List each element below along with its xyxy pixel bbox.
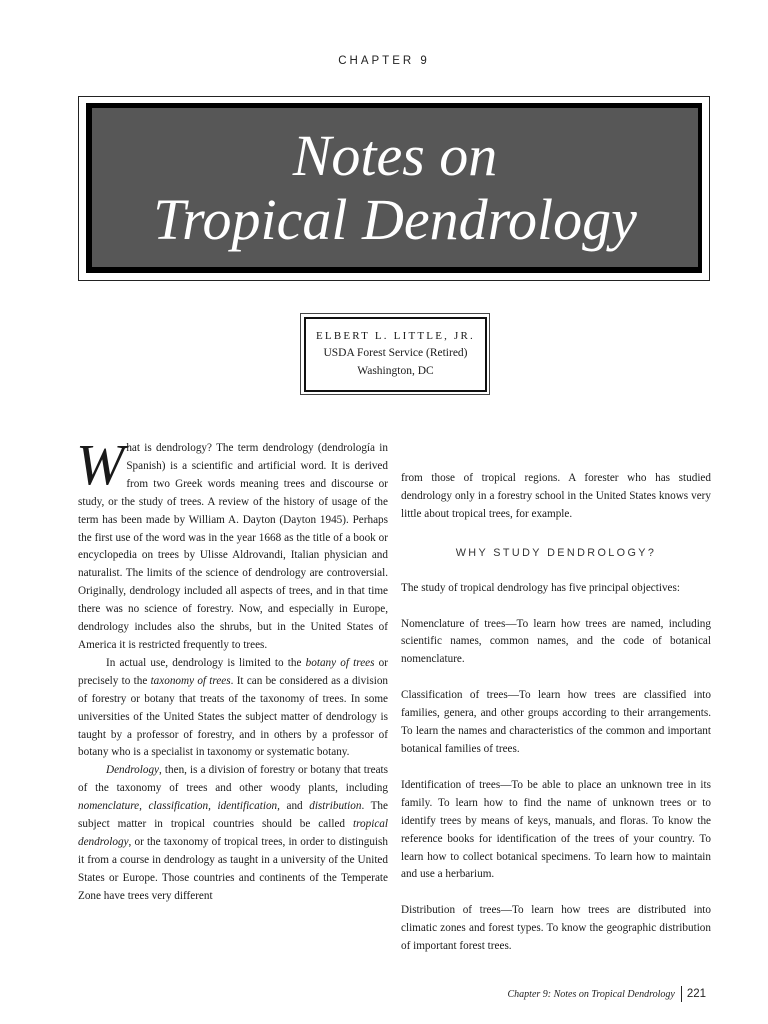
author-affiliation: USDA Forest Service (Retired): [323, 347, 468, 359]
text-run: and: [279, 800, 310, 813]
author-box: [304, 317, 487, 392]
author-name: ELBERT L. LITTLE, JR.: [316, 330, 475, 342]
running-title: Chapter 9: Notes on Tropical Dendrology: [507, 988, 675, 1000]
right-column: [401, 470, 711, 956]
text-run: In actual use, dendrology is limited to the: [106, 656, 306, 669]
title-line-1: Notes on: [292, 122, 498, 188]
emphasis-dendrology: Dendrology: [106, 764, 160, 777]
footer-divider: [681, 986, 682, 1002]
emphasis-botany: botany of trees: [305, 656, 375, 669]
text-run: , or the taxonomy of tropical trees, in order to distinguish it from a course in dendrology as taught in a university of the United States or Europe. Those countries and continents of the Temperate Zone have trees very different: [78, 835, 388, 902]
objective-distribution: Distribution of trees—To learn how trees are distributed into climatic zones and forest types. To know the geographic distribution of important forest trees.: [401, 904, 711, 953]
section-heading: WHY STUDY DENDROLOGY?: [455, 546, 657, 559]
emphasis-topics: nomenclature, classification, identification,: [78, 800, 280, 813]
author-location: Washington, DC: [357, 365, 434, 377]
emphasis-distribution: distribution: [309, 800, 362, 813]
paragraph-intro: [76, 432, 388, 655]
text-run: . It can be considered as a division of forestry or botany that treats of the taxonomy of trees. In some universities of the United States the subject matter of dendrology is taught by a professor of forestry, and in others by a professor of botany who is a specialist in taxonomy or systematic botany.: [78, 674, 389, 759]
text-run: , then, is a division of forestry or botany that treats of the taxonomy of trees and other woody plants, including: [78, 764, 388, 795]
emphasis-taxonomy: taxonomy of trees: [150, 674, 231, 687]
drop-cap: W: [76, 432, 125, 497]
paragraph-continued: from those of tropical regions. A forester who has studied dendrology only in a forestry school in the United States knows very little about tropical trees, for example.: [401, 472, 711, 520]
title-line-2: Tropical Dendrology: [153, 186, 637, 252]
text-run: . The subject matter in tropical countries should be called: [78, 800, 388, 831]
paragraph-intro-text: hat is dendrology? The term dendrology (dendrología in Spanish) is a scientific and artificial word. It is derived from two Greek words meaning trees and discourse or study, or the study of trees. A review of the history of usage of the term has been made by William A. Dayton (Dayton 1945). Perhaps the first use of the word was in the year 1668 as the title of a book or encyclopedia on trees by Ulisse Aldrovandi, Italian physician and naturalist. The limits of the science of dendrology are controversial. Originally, dendrology included all aspects of trees, and in that time there was no science of forestry. Now, and especially in Europe, dendrology includes also the shrubs, but in the United States of America it is restricted frequently to trees.: [78, 442, 388, 651]
paragraph-definition: [78, 762, 388, 905]
emphasis-tropical-dendrology: tropical dendrology: [78, 818, 388, 848]
objective-classification: Classification of trees—To learn how trees are classified into families, genera, and other groups according to their arrangements. To learn the names and characteristics of the common and important botanical families of trees.: [401, 689, 711, 755]
paragraph-actual-use: [78, 655, 388, 762]
title-box: [92, 108, 698, 267]
objective-nomenclature: Nomenclature of trees—To learn how trees are named, including scientific names, common names, and the code of botanical nomenclature.: [401, 617, 711, 666]
page-footer: [508, 986, 707, 1002]
paragraph-objectives-intro: The study of tropical dendrology has five principal objectives:: [401, 581, 680, 594]
left-column: [76, 432, 389, 906]
objective-identification: Identification of trees—To be able to place an unknown tree in its family. To learn how to find the name of unknown trees or to identify trees by means of keys, manuals, and floras. To know the reference books for identification of the trees of your country. To learn how to collect botanical specimens. To learn how to maintain and use a herbarium.: [401, 778, 711, 881]
text-run: or precisely to the: [78, 656, 388, 687]
chapter-label: CHAPTER 9: [338, 55, 430, 67]
page-number: 221: [686, 988, 706, 1000]
